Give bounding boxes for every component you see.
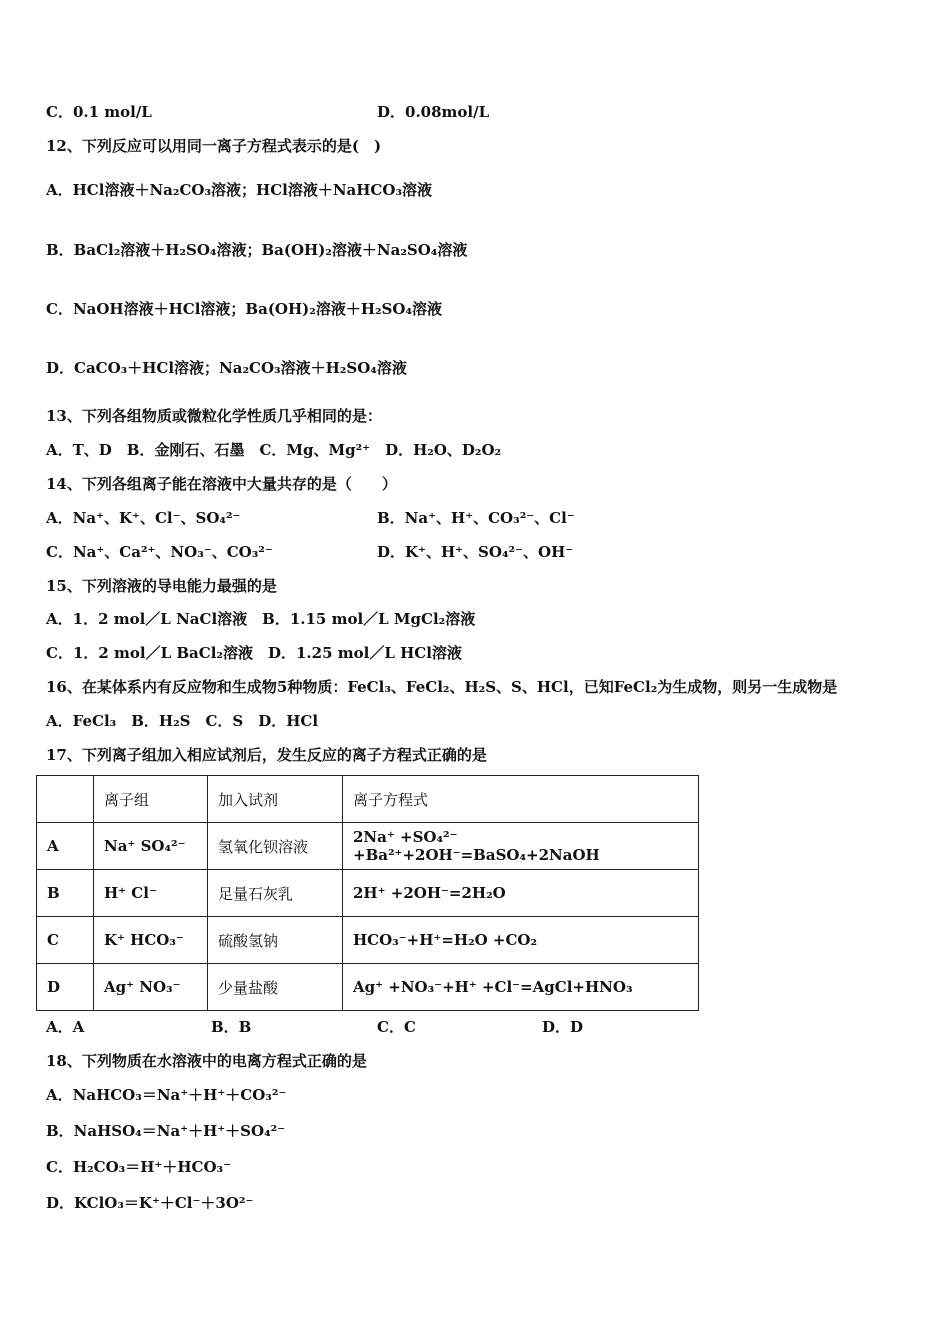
table-cell: 足量石灰乳: [208, 870, 343, 917]
q18-option-d: D．KClO₃＝K⁺＋Cl⁻＋3O²⁻: [46, 1194, 254, 1212]
table-cell: C: [37, 917, 94, 964]
table-row: [37, 823, 699, 870]
table-header-row: [37, 776, 699, 823]
table-row: [37, 917, 699, 964]
q17-stem: 17、下列离子组加入相应试剂后，发生反应的离子方程式正确的是: [46, 746, 487, 764]
q15-options-line2: C．1．2 mol／L BaCl₂溶液 D．1.25 mol／L HCl溶液: [46, 644, 462, 662]
q17-answer-d: D．D: [542, 1018, 584, 1036]
q12-option-d: D．CaCO₃＋HCl溶液；Na₂CO₃溶液＋H₂SO₄溶液: [46, 359, 407, 377]
q17-answer-a: A．A: [46, 1018, 85, 1036]
table-header-cell: [37, 776, 94, 823]
table-header-cell: 离子方程式: [343, 776, 699, 823]
table-cell: D: [37, 964, 94, 1011]
q15-stem: 15、下列溶液的导电能力最强的是: [46, 577, 277, 595]
q12-option-b: B．BaCl₂溶液＋H₂SO₄溶液；Ba(OH)₂溶液＋Na₂SO₄溶液: [46, 241, 468, 259]
q15-options-line1: A．1．2 mol／L NaCl溶液 B．1.15 mol／L MgCl₂溶液: [46, 610, 476, 628]
table-header-cell: 加入试剂: [208, 776, 343, 823]
table-row: [37, 964, 699, 1011]
q14-option-a: A．Na⁺、K⁺、Cl⁻、SO₄²⁻: [46, 509, 241, 527]
q14-option-b: B．Na⁺、H⁺、CO₃²⁻、Cl⁻: [377, 509, 575, 527]
q18-option-c: C．H₂CO₃＝H⁺＋HCO₃⁻: [46, 1158, 232, 1176]
table-header-cell: 离子组: [94, 776, 208, 823]
q14-option-d: D．K⁺、H⁺、SO₄²⁻、OH⁻: [377, 543, 574, 561]
q18-stem: 18、下列物质在水溶液中的电离方程式正确的是: [46, 1052, 367, 1070]
table-cell: Ag⁺ +NO₃⁻+H⁺ +Cl⁻=AgCl+HNO₃: [343, 964, 699, 1011]
q18-option-b: B．NaHSO₄＝Na⁺＋H⁺＋SO₄²⁻: [46, 1122, 286, 1140]
q14-option-c: C．Na⁺、Ca²⁺、NO₃⁻、CO₃²⁻: [46, 543, 273, 561]
q12-option-c: C．NaOH溶液＋HCl溶液；Ba(OH)₂溶液＋H₂SO₄溶液: [46, 300, 443, 318]
q11-option-d: D．0.08mol/L: [377, 103, 490, 121]
q18-option-a: A．NaHCO₃＝Na⁺＋H⁺＋CO₃²⁻: [46, 1086, 287, 1104]
q17-answer-b: B．B: [211, 1018, 252, 1036]
q12-option-a: A．HCl溶液＋Na₂CO₃溶液；HCl溶液＋NaHCO₃溶液: [46, 181, 433, 199]
table-cell: Na⁺ SO₄²⁻: [94, 823, 208, 870]
table-cell: B: [37, 870, 94, 917]
q13-options: A．T、D B．金刚石、石墨 C．Mg、Mg²⁺ D．H₂O、D₂O₂: [46, 441, 502, 459]
table-cell: 氢氧化钡溶液: [208, 823, 343, 870]
q17-answer-c: C．C: [377, 1018, 416, 1036]
q11-option-c: C．0.1 mol/L: [46, 103, 152, 121]
q13-stem: 13、下列各组物质或微粒化学性质几乎相同的是：: [46, 407, 382, 425]
table-cell: 2Na⁺ +SO₄²⁻ +Ba²⁺+2OH⁻=BaSO₄+2NaOH: [343, 823, 699, 870]
table-row: [37, 870, 699, 917]
table-cell: K⁺ HCO₃⁻: [94, 917, 208, 964]
table-cell: 硫酸氢钠: [208, 917, 343, 964]
q16-stem: 16、在某体系内有反应物和生成物5种物质：FeCl₃、FeCl₂、H₂S、S、HCl，已知FeCl₂为生成物，则另一生成物是: [46, 678, 838, 696]
q16-options: A．FeCl₃ B．H₂S C．S D．HCl: [46, 712, 319, 730]
q17-table: [36, 775, 699, 1011]
q14-stem: 14、下列各组离子能在溶液中大量共存的是（ ）: [46, 475, 397, 493]
table-cell: 2H⁺ +2OH⁻=2H₂O: [343, 870, 699, 917]
q12-stem: 12、下列反应可以用同一离子方程式表示的是( ): [46, 137, 382, 155]
table-cell: A: [37, 823, 94, 870]
table-cell: 少量盐酸: [208, 964, 343, 1011]
table-cell: H⁺ Cl⁻: [94, 870, 208, 917]
table-cell: Ag⁺ NO₃⁻: [94, 964, 208, 1011]
table-cell: HCO₃⁻+H⁺=H₂O +CO₂: [343, 917, 699, 964]
